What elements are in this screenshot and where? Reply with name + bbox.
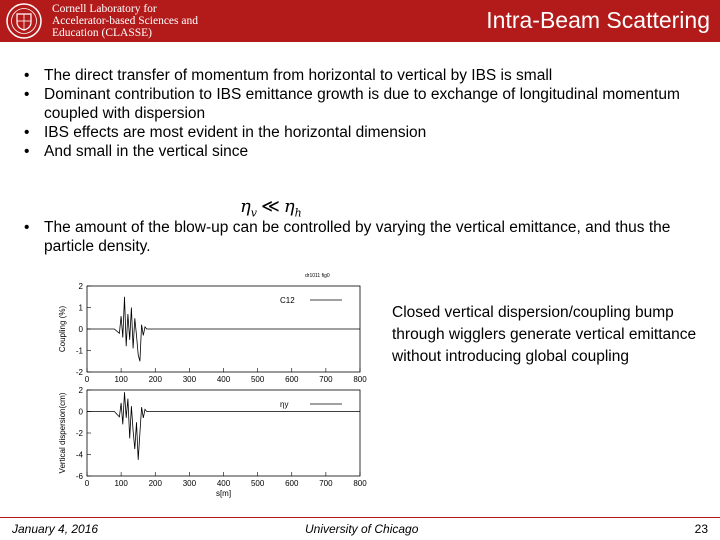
x-axis-label: s[m] — [215, 489, 232, 498]
y-tick-label: 2 — [78, 282, 83, 291]
x-tick-label: 500 — [250, 479, 265, 488]
series-line — [87, 297, 360, 362]
bullet-item: • The direct transfer of momentum from horizontal to vertical by IBS is small — [24, 66, 714, 85]
x-tick-label: 200 — [148, 375, 162, 384]
y-tick-label: -1 — [75, 346, 83, 356]
x-tick-label: 500 — [250, 375, 265, 384]
figure-caption: Closed vertical dispersion/coupling bump through wigglers generate vertical emittance without introducing global coupling — [392, 304, 697, 365]
legend-label: C12 — [280, 296, 295, 305]
y-tick-label: -6 — [75, 472, 83, 481]
logo-line-3: Education (CLASSE) — [52, 27, 152, 39]
x-tick-label: 100 — [114, 479, 128, 488]
x-tick-label: 400 — [216, 375, 231, 384]
footer-divider — [0, 517, 720, 518]
formula — [240, 196, 302, 220]
x-tick-label: 800 — [353, 375, 367, 384]
x-tick-label: 400 — [216, 479, 231, 488]
y-tick-label: 0 — [78, 407, 83, 417]
x-tick-label: 100 — [114, 375, 128, 384]
bullet-list-2 — [24, 218, 714, 256]
y-tick-label: 2 — [78, 386, 83, 395]
x-tick-label: 300 — [182, 479, 197, 488]
formula-rhs: η — [283, 196, 295, 217]
x-tick-label: 0 — [84, 375, 90, 384]
series-line — [87, 392, 360, 460]
y-tick-label: -2 — [75, 429, 83, 438]
y-axis-label: Vertical dispersion(cm) — [58, 392, 67, 474]
x-tick-label: 0 — [84, 479, 90, 488]
y-tick-label: -2 — [75, 368, 83, 377]
formula-operator: ≪ — [261, 196, 280, 217]
page-number: 23 — [694, 522, 708, 536]
slide-title: Intra-Beam Scattering — [486, 7, 710, 33]
cornell-seal-icon — [6, 3, 42, 39]
bullet-item: • And small in the vertical since — [24, 142, 714, 161]
formula-lhs: η — [240, 196, 251, 217]
header-bar — [0, 0, 720, 42]
x-tick-label: 800 — [353, 479, 367, 488]
legend-label: ηy — [280, 400, 289, 409]
y-tick-label: 0 — [78, 325, 83, 334]
y-tick-label: 1 — [78, 303, 83, 313]
footer-institution: University of Chicago — [305, 522, 419, 536]
bullet-item: • IBS effects are most evident in the horizontal dimension — [24, 123, 714, 142]
x-tick-label: 600 — [285, 375, 299, 384]
plots-figure — [55, 268, 375, 504]
bullet-item: • The amount of the blow-up can be controlled by varying the vertical emittance, and thus the particle density. — [24, 218, 714, 256]
x-tick-label: 700 — [319, 375, 333, 384]
x-tick-label: 300 — [182, 375, 197, 384]
footer-date: January 4, 2016 — [12, 522, 99, 536]
x-tick-label: 600 — [285, 479, 299, 488]
y-tick-label: -4 — [75, 450, 83, 460]
bullet-item: • Dominant contribution to IBS emittance growth is due to exchange of longitudinal momentum coupled with dispersion — [24, 85, 714, 123]
x-tick-label: 700 — [319, 479, 333, 488]
logo-text — [52, 3, 198, 39]
formula-rhs-sub: h — [294, 206, 302, 220]
x-tick-label: 200 — [148, 479, 162, 488]
logo-line-2: Accelerator-based Sciences and — [52, 15, 198, 27]
bullet-list — [24, 66, 714, 161]
logo-line-1: Cornell Laboratory for — [52, 3, 157, 15]
y-axis-label: Coupling (%) — [58, 305, 67, 353]
plot-tag: dr1011 fig0 — [305, 273, 330, 279]
formula-lhs-sub: v — [250, 206, 258, 220]
